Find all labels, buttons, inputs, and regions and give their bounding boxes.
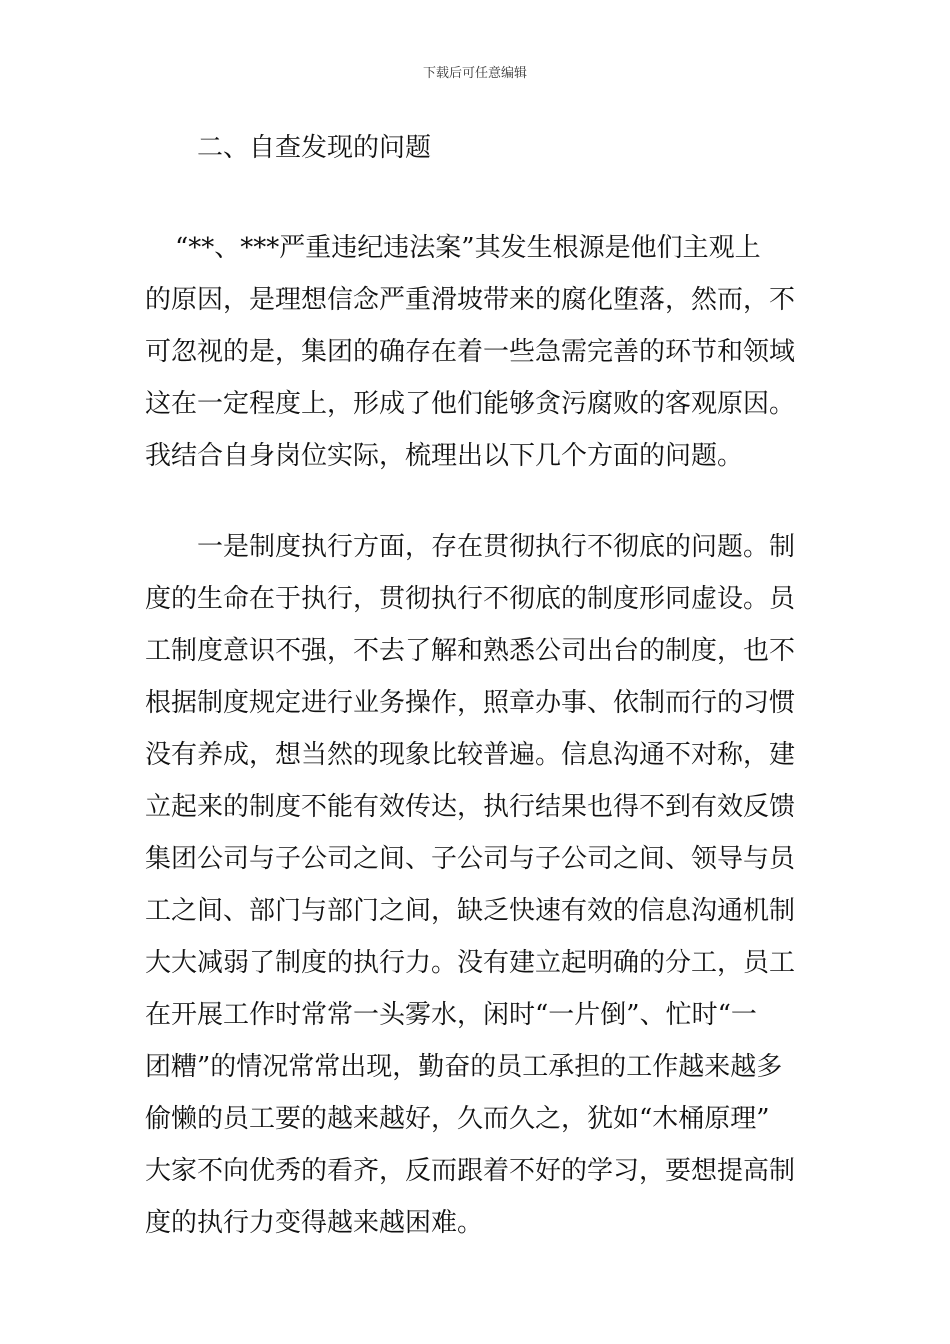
paragraph-line: 立起来的制度不能有效传达，执行结果也得不到有效反馈 xyxy=(145,792,796,822)
paragraph-line: 大家不向优秀的看齐，反而跟着不好的学习，要想提高制 xyxy=(145,1156,796,1186)
page-header: 下载后可任意编辑 xyxy=(422,66,527,81)
paragraph-line: 我结合自身岗位实际，梳理出以下几个方面的问题。 xyxy=(145,441,744,471)
paragraph-line: 可忽视的是，集团的确存在着一些急需完善的环节和领域 xyxy=(145,337,796,367)
paragraph-line: 在开展工作时常常一头雾水，闲时“一片倒”、忙时“一 xyxy=(145,1000,757,1030)
paragraph-line: 工制度意识不强，不去了解和熟悉公司出台的制度，也不 xyxy=(145,636,796,666)
paragraph-line: 集团公司与子公司之间、子公司与子公司之间、领导与员 xyxy=(145,844,796,874)
paragraph-line: 的原因，是理想信念严重滑坡带来的腐化堕落，然而，不 xyxy=(145,285,796,315)
paragraph-line: 偷懒的员工要的越来越好，久而久之，犹如“木桶原理” xyxy=(145,1104,770,1134)
paragraph-line: 一是制度执行方面，存在贯彻执行不彻底的问题。制 xyxy=(197,532,796,562)
paragraph-line: 度的生命在于执行，贯彻执行不彻底的制度形同虚设。员 xyxy=(145,584,796,614)
section-heading: 二、自查发现的问题 xyxy=(197,133,432,163)
paragraph-line: 大大减弱了制度的执行力。没有建立起明确的分工，员工 xyxy=(145,948,796,978)
paragraph-line: 工之间、部门与部门之间，缺乏快速有效的信息沟通机制 xyxy=(145,896,796,926)
paragraph-line: 度的执行力变得越来越困难。 xyxy=(145,1208,484,1238)
paragraph xyxy=(145,521,825,1249)
paragraph-line: 没有养成，想当然的现象比较普遍。信息沟通不对称，建 xyxy=(145,740,796,770)
paragraph-line: 根据制度规定进行业务操作，照章办事、依制而行的习惯 xyxy=(145,688,796,718)
paragraph-line: 团糟”的情况常常出现，勤奋的员工承担的工作越来越多 xyxy=(145,1052,783,1082)
paragraph-line: 这在一定程度上，形成了他们能够贪污腐败的客观原因。 xyxy=(145,389,796,419)
paragraph-line: “**、***严重违纪违法案”其发生根源是他们主观上 xyxy=(175,233,761,263)
paragraph xyxy=(145,222,825,482)
